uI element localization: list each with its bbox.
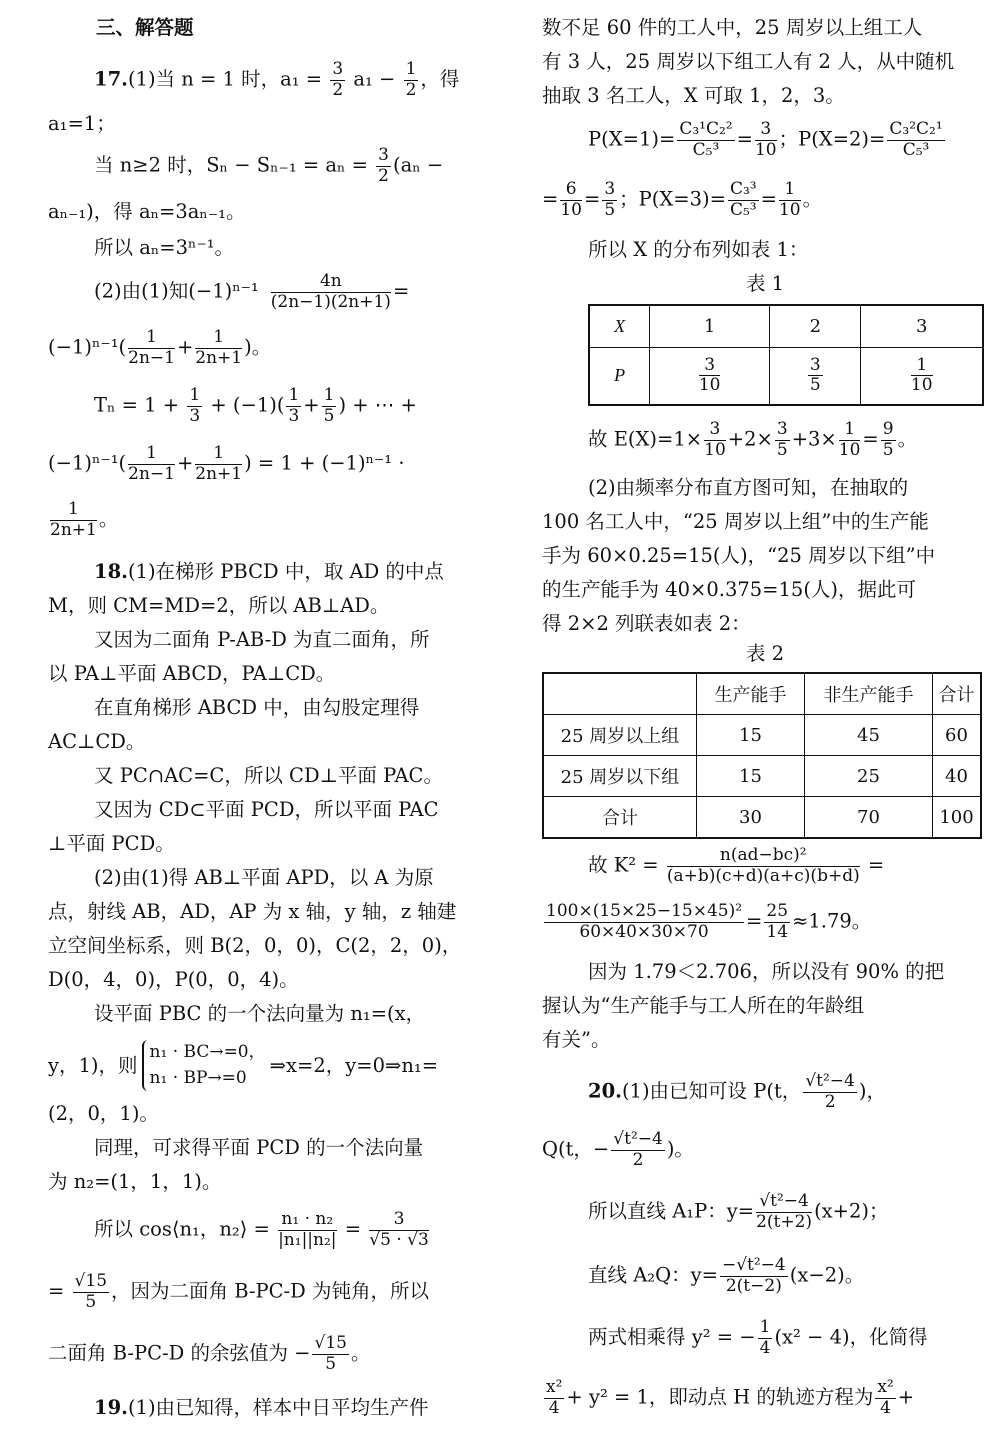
q18-line19: 所以 cos⟨n₁，n₂⟩ = $\frac{\text{n₁ · n₂}}{\text{|n₁||n₂|}}$ = $\frac{3}{√5 \cdot √3}$ bbox=[94, 1209, 429, 1250]
q18-line11: 点，射线 AB，AD，AP 为 x 轴，y 轴，z 轴建 bbox=[48, 900, 457, 923]
q19-r5: = $\frac{6}{10}$ = $\frac{3}{5}$ ；P(X=3)= $\frac{\text{C₃³}}{\text{C₅³}}$ = $\frac{1}{10}$ 。 bbox=[542, 179, 823, 220]
q17-line5: 所以 aₙ=3ⁿ⁻¹。 bbox=[94, 236, 235, 259]
q19-r6: 所以 X 的分布列如表 1： bbox=[588, 238, 809, 261]
q19-r4: P(X=1)= $\frac{\text{C₃¹C₂²}}{\text{C₅³}}$ = $\frac{3}{10}$ ；P(X=2)= $\frac{\text{C₃²C₂¹}}{\text{C₅³}}$ bbox=[588, 119, 943, 160]
contingency-table bbox=[542, 672, 982, 839]
q18-line2: M，则 CM=MD=2，所以 AB⊥AD。 bbox=[48, 594, 390, 617]
q19-r17: 有关”。 bbox=[542, 1028, 611, 1051]
table1-p-label: P bbox=[589, 347, 650, 405]
chi-square-line1: 故 K² = $\frac{\text{n(ad−bc)²}}{(a+b)(c+d)(a+c)(b+d)}$ = bbox=[588, 845, 885, 886]
q18-line13: D(0，4，0)，P(0，0，4)。 bbox=[48, 968, 299, 991]
q17-line4: aₙ₋₁)，得 aₙ=3aₙ₋₁。 bbox=[48, 200, 246, 223]
table2-header: 生产能手 bbox=[697, 673, 805, 715]
expectation-line: 故 E(X)=1× $\frac{3}{10}$ +2× $\frac{3}{5}$ +3× $\frac{1}{10}$ = $\frac{9}{5}$ 。 bbox=[588, 419, 918, 460]
q19-r12: 得 2×2 列联表如表 2： bbox=[542, 612, 751, 635]
table2-cell: 25 bbox=[805, 756, 933, 797]
q19-r9: 100 名工人中，“25 周岁以上组”中的生产能 bbox=[542, 510, 929, 533]
table2-cell: 40 bbox=[933, 756, 982, 797]
table2-header: 合计 bbox=[933, 673, 982, 715]
q17-line1: 17.(1)当 n = 1 时，a₁ = $\frac{3}{2}$ a₁ − $\frac{1}{2}$ ，得 bbox=[94, 59, 460, 100]
q17-line7: (−1)ⁿ⁻¹( $\frac{1}{2n-1}$ + $\frac{1}{2n+1}$ )。 bbox=[48, 327, 272, 368]
q17-line3: 当 n≥2 时，Sₙ − Sₙ₋₁ = aₙ = $\frac{3}{2}$ (aₙ − bbox=[94, 145, 444, 186]
table1-caption: 表 1 bbox=[745, 272, 785, 295]
q19-line1: 19.(1)由已知得，样本中日平均生产件 bbox=[94, 1396, 429, 1419]
chi-square-line2: $\frac{\text{100×(15×25−15×45)²}}{60\times 40\times 30\times 70}$ = $\frac{25}{14}$ ≈1.79。 bbox=[546, 901, 872, 942]
table2-cell: 45 bbox=[805, 715, 933, 756]
q18-line17: 同理，可求得平面 PCD 的一个法向量 bbox=[94, 1136, 424, 1159]
q17-line9: (−1)ⁿ⁻¹( $\frac{1}{2n-1}$ + $\frac{1}{2n+1}$ ) = 1 + (−1)ⁿ⁻¹ · bbox=[48, 443, 405, 484]
q20-line6: $\frac{\text{x²}}{4}$ + y² = 1，即动点 H 的轨迹方程为 $\frac{\text{x²}}{4}$ + bbox=[546, 1377, 915, 1418]
q18-line20: = $\frac{√15}{5}$ ，因为二面角 B-PC-D 为钝角，所以 bbox=[48, 1271, 429, 1312]
q18-line18: 为 n₂=(1，1，1)。 bbox=[48, 1170, 222, 1193]
q20-line5: 两式相乘得 y² = − $\frac{1}{4}$ (x² − 4)，化简得 bbox=[588, 1317, 928, 1358]
q19-r10: 手为 60×0.25=15(人)，“25 周岁以下组”中 bbox=[542, 544, 936, 567]
q18-line7: 又 PC∩AC=C，所以 CD⊥平面 PAC。 bbox=[94, 764, 443, 787]
table2-cell: 15 bbox=[697, 715, 805, 756]
q19-r16: 握认为“生产能手与工人所在的年龄组 bbox=[542, 994, 864, 1017]
table2-cell: 100 bbox=[933, 797, 982, 839]
q18-line10: (2)由(1)得 AB⊥平面 APD，以 A 为原 bbox=[94, 866, 434, 889]
table2-cell: 15 bbox=[697, 756, 805, 797]
q18-line16: (2，0，1)。 bbox=[48, 1102, 159, 1125]
q20-line4: 直线 A₂Q：y= $\frac{\text{−√t²−4}}{2(t-2)}$ (x−2)。 bbox=[588, 1255, 865, 1296]
table1-cell: 3 bbox=[861, 305, 983, 347]
table1-x-label: X bbox=[589, 305, 650, 347]
q18-line21: 二面角 B-PC-D 的余弦值为 − $\frac{√15}{5}$ 。 bbox=[48, 1333, 371, 1374]
table2-row-label: 25 周岁以下组 bbox=[543, 756, 697, 797]
q18-line1: 18.(1)在梯形 PBCD 中，取 AD 的中点 bbox=[94, 560, 444, 583]
table1-cell: $\frac{1}{10}$ bbox=[861, 347, 983, 405]
equation-system: n₁ · BC→=0， n₁ · BP→=0 bbox=[142, 1040, 266, 1091]
section-title: 三、解答题 bbox=[96, 16, 194, 39]
q19-r2: 有 3 人，25 周岁以下组工人有 2 人，从中随机 bbox=[542, 50, 955, 73]
q18-line9: ⊥平面 PCD。 bbox=[48, 832, 175, 855]
q18-line15: y，1)，则 n₁ · BC→=0， n₁ · BP→=0 ⇒x=2，y=0⇒n₁= bbox=[48, 1040, 438, 1091]
q17-line8: Tₙ = 1 + $\frac{1}{3}$ + (−1)( $\frac{1}{3}$ + $\frac{1}{5}$ ) + ⋯ + bbox=[94, 385, 417, 426]
q18-line8: 又因为 CD⊂平面 PCD，所以平面 PAC bbox=[94, 798, 439, 821]
table2-cell: 60 bbox=[933, 715, 982, 756]
q19-r1: 数不足 60 件的工人中，25 周岁以上组工人 bbox=[542, 16, 923, 39]
q19-r11: 的生产能手为 40×0.375=15(人)，据此可 bbox=[542, 578, 917, 601]
table2-row-label: 25 周岁以上组 bbox=[543, 715, 697, 756]
q19-r15: 因为 1.79＜2.706，所以没有 90% 的把 bbox=[588, 960, 945, 983]
q17-line2: a₁=1； bbox=[48, 112, 116, 135]
q17-line6: (2)由(1)知(−1)ⁿ⁻¹ $\frac{4n}{(2n-1)(2n+1)}$ = bbox=[94, 271, 410, 312]
q19-r3: 抽取 3 名工人，X 可取 1，2，3。 bbox=[542, 84, 845, 107]
q19-r8: (2)由频率分布直方图可知，在抽取的 bbox=[588, 476, 909, 499]
table2-caption: 表 2 bbox=[745, 642, 785, 665]
q18-line4: 以 PA⊥平面 ABCD，PA⊥CD。 bbox=[48, 662, 336, 685]
q18-line3: 又因为二面角 P-AB-D 为直二面角，所 bbox=[94, 628, 430, 651]
q20-line1: 20.(1)由已知可设 P(t， $\frac{\text{√t²−4}}{2}$ )， bbox=[588, 1071, 886, 1112]
table2-row-label: 合计 bbox=[543, 797, 697, 839]
table1-cell: 1 bbox=[650, 305, 770, 347]
q17-line10: $\frac{1}{2n+1}$ 。 bbox=[50, 499, 119, 540]
table1-cell: 2 bbox=[770, 305, 861, 347]
table2-cell: 30 bbox=[697, 797, 805, 839]
table2-header: 非生产能手 bbox=[805, 673, 933, 715]
q20-line2: Q(t，− $\frac{\text{√t²−4}}{2}$ )。 bbox=[542, 1129, 694, 1170]
table1-cell: $\frac{3}{10}$ bbox=[650, 347, 770, 405]
q18-line14: 设平面 PBC 的一个法向量为 n₁=(x， bbox=[94, 1002, 426, 1025]
q18-line5: 在直角梯形 ABCD 中，由勾股定理得 bbox=[94, 696, 420, 719]
table2-cell: 70 bbox=[805, 797, 933, 839]
distribution-table bbox=[588, 304, 984, 406]
table2-header bbox=[543, 673, 697, 715]
table1-cell: $\frac{3}{5}$ bbox=[770, 347, 861, 405]
q18-line6: AC⊥CD。 bbox=[48, 730, 146, 753]
q20-line3: 所以直线 A₁P：y= $\frac{\text{√t²−4}}{2(t+2)}$ (x+2)； bbox=[588, 1191, 889, 1232]
q18-line12: 立空间坐标系，则 B(2，0，0)，C(2，2，0)， bbox=[48, 934, 462, 957]
